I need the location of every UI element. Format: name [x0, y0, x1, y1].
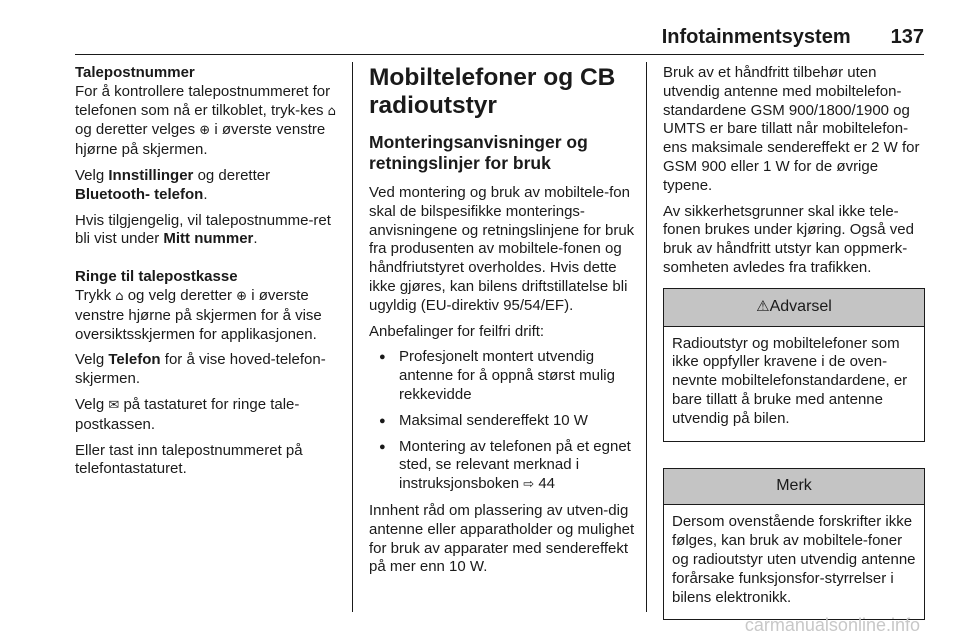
warning-triangle-icon: ⚠ [756, 296, 770, 315]
note-box-body: Dersom ovenstående forskrifter ikke følges, kan bruk av mobiltele-foner og radioutstyr uten utvendig antenne forårsake funksjonsfor-styrrelser i bilens elektronikk. [672, 513, 916, 606]
header-bar [662, 26, 924, 49]
column-3 [663, 64, 925, 634]
recommendation-list [369, 348, 635, 495]
menu-term: Bluetooth- telefon [75, 185, 204, 203]
column-1 [75, 64, 343, 486]
paragraph: Eller tast inn talepostnummeret på telefontastaturet. [75, 441, 303, 478]
section-title: Infotainmentsystem [661, 26, 851, 48]
apps-grid-icon: ⊕ [199, 123, 211, 139]
paragraph: Ved montering og bruk av mobiltele-fon skal de bilspesifikke monterings-anvisningene og retningslinjene for bruk fra produsenten av mobiltele-fonen og håndfriutstyret overholdes. Hvis dette ikke gjøres, kan bilens driftstillatelse bli ugyldig (EU-direktiv 95/54/EF). [369, 184, 635, 314]
page-number: 137 [890, 26, 924, 48]
section-heading: Ringe til talepostkasse [75, 268, 238, 286]
paragraph: For å kontrollere talepostnummeret for telefonen som nå er tilkoblet, tryk-kes ⌂ og deretter velges ⊕ i øverste venstre hjørne på skjermen. [75, 82, 336, 159]
page-reference-link[interactable]: 44 [538, 475, 556, 493]
list-item: ● Maksimal sendereffekt 10 W [369, 412, 635, 431]
paragraph: Av sikkerhetsgrunner skal ikke tele-fonen brukes under kjøring. Også ved bruk av håndfritt utstyr kan oppmerk-somheten avledes fra trafikken. [663, 202, 914, 276]
paragraph: Innhent råd om plassering av utven-dig antenne eller apparatholder og mulighet for bruk av apparater med sendereffekt på mer enn 10 W. [369, 501, 635, 576]
paragraph: Velg ✉ på tastaturet for ringe tale-postkassen. [75, 395, 300, 433]
warning-box [663, 288, 925, 442]
column-divider-2 [646, 62, 647, 612]
home-icon: ⌂ [115, 288, 124, 304]
section-heading: Talepostnummer [75, 64, 195, 81]
paragraph: Anbefalinger for feilfri drift: [369, 322, 545, 340]
watermark: carmanualsonline.info [744, 615, 920, 635]
warning-box-body: Radioutstyr og mobiltelefoner som ikke oppfyller kravene i de oven-nevnte mobiltelefonstandardene, er bare tillatt å bruke med antenne utvendig på bilen. [672, 334, 908, 427]
voicemail-icon: ✉ [108, 397, 120, 413]
list-item: ● Profesjonelt montert utvendig antenne for å oppnå størst mulig rekkevidde [369, 348, 635, 404]
paragraph: Velg Innstillinger og deretter Bluetooth- telefon. [75, 166, 271, 203]
menu-term: Mitt nummer [163, 230, 254, 248]
note-box-title: Merk [664, 469, 924, 506]
paragraph: Velg Telefon for å vise hoved-telefon-skjermen. [75, 351, 326, 388]
section-subtitle: Monteringsanvisninger og retningslinjer for bruk [369, 132, 588, 173]
paragraph: Trykk ⌂ og velg deretter ⊕ i øverste venstre hjørne på skjermen for å vise oversiktsskjermen for applikasjonen. [75, 286, 322, 343]
header-rule [75, 54, 924, 55]
menu-term: Telefon [108, 351, 161, 369]
home-icon: ⌂ [327, 103, 336, 119]
page-reference-arrow-icon: ⇨ [523, 477, 535, 493]
paragraph: Bruk av et håndfritt tilbehør uten utvendig antenne med mobiltelefon-standardene GSM 900/1800/1900 og UMTS er bare tillatt når mobiltelefon-ens maksimale sendereffekt er 2 W for GSM 900 eller 1 W for de øvrige typene. [663, 64, 920, 194]
column-divider-1 [352, 62, 353, 612]
paragraph: Hvis tilgjengelig, vil talepostnumme-ret bli vist under Mitt nummer. [75, 211, 331, 248]
warning-box-title: ⚠Advarsel [664, 289, 924, 327]
chapter-title: Mobiltelefoner og CB radioutstyr [369, 64, 616, 119]
list-item: ● Montering av telefonen på et egnet sted, se relevant merknad i instruksjonsboken ⇨ 44 [369, 438, 635, 495]
column-2 [369, 64, 635, 584]
menu-term: Innstillinger [108, 166, 194, 184]
apps-grid-icon: ⊕ [236, 288, 248, 304]
note-box [663, 468, 925, 621]
